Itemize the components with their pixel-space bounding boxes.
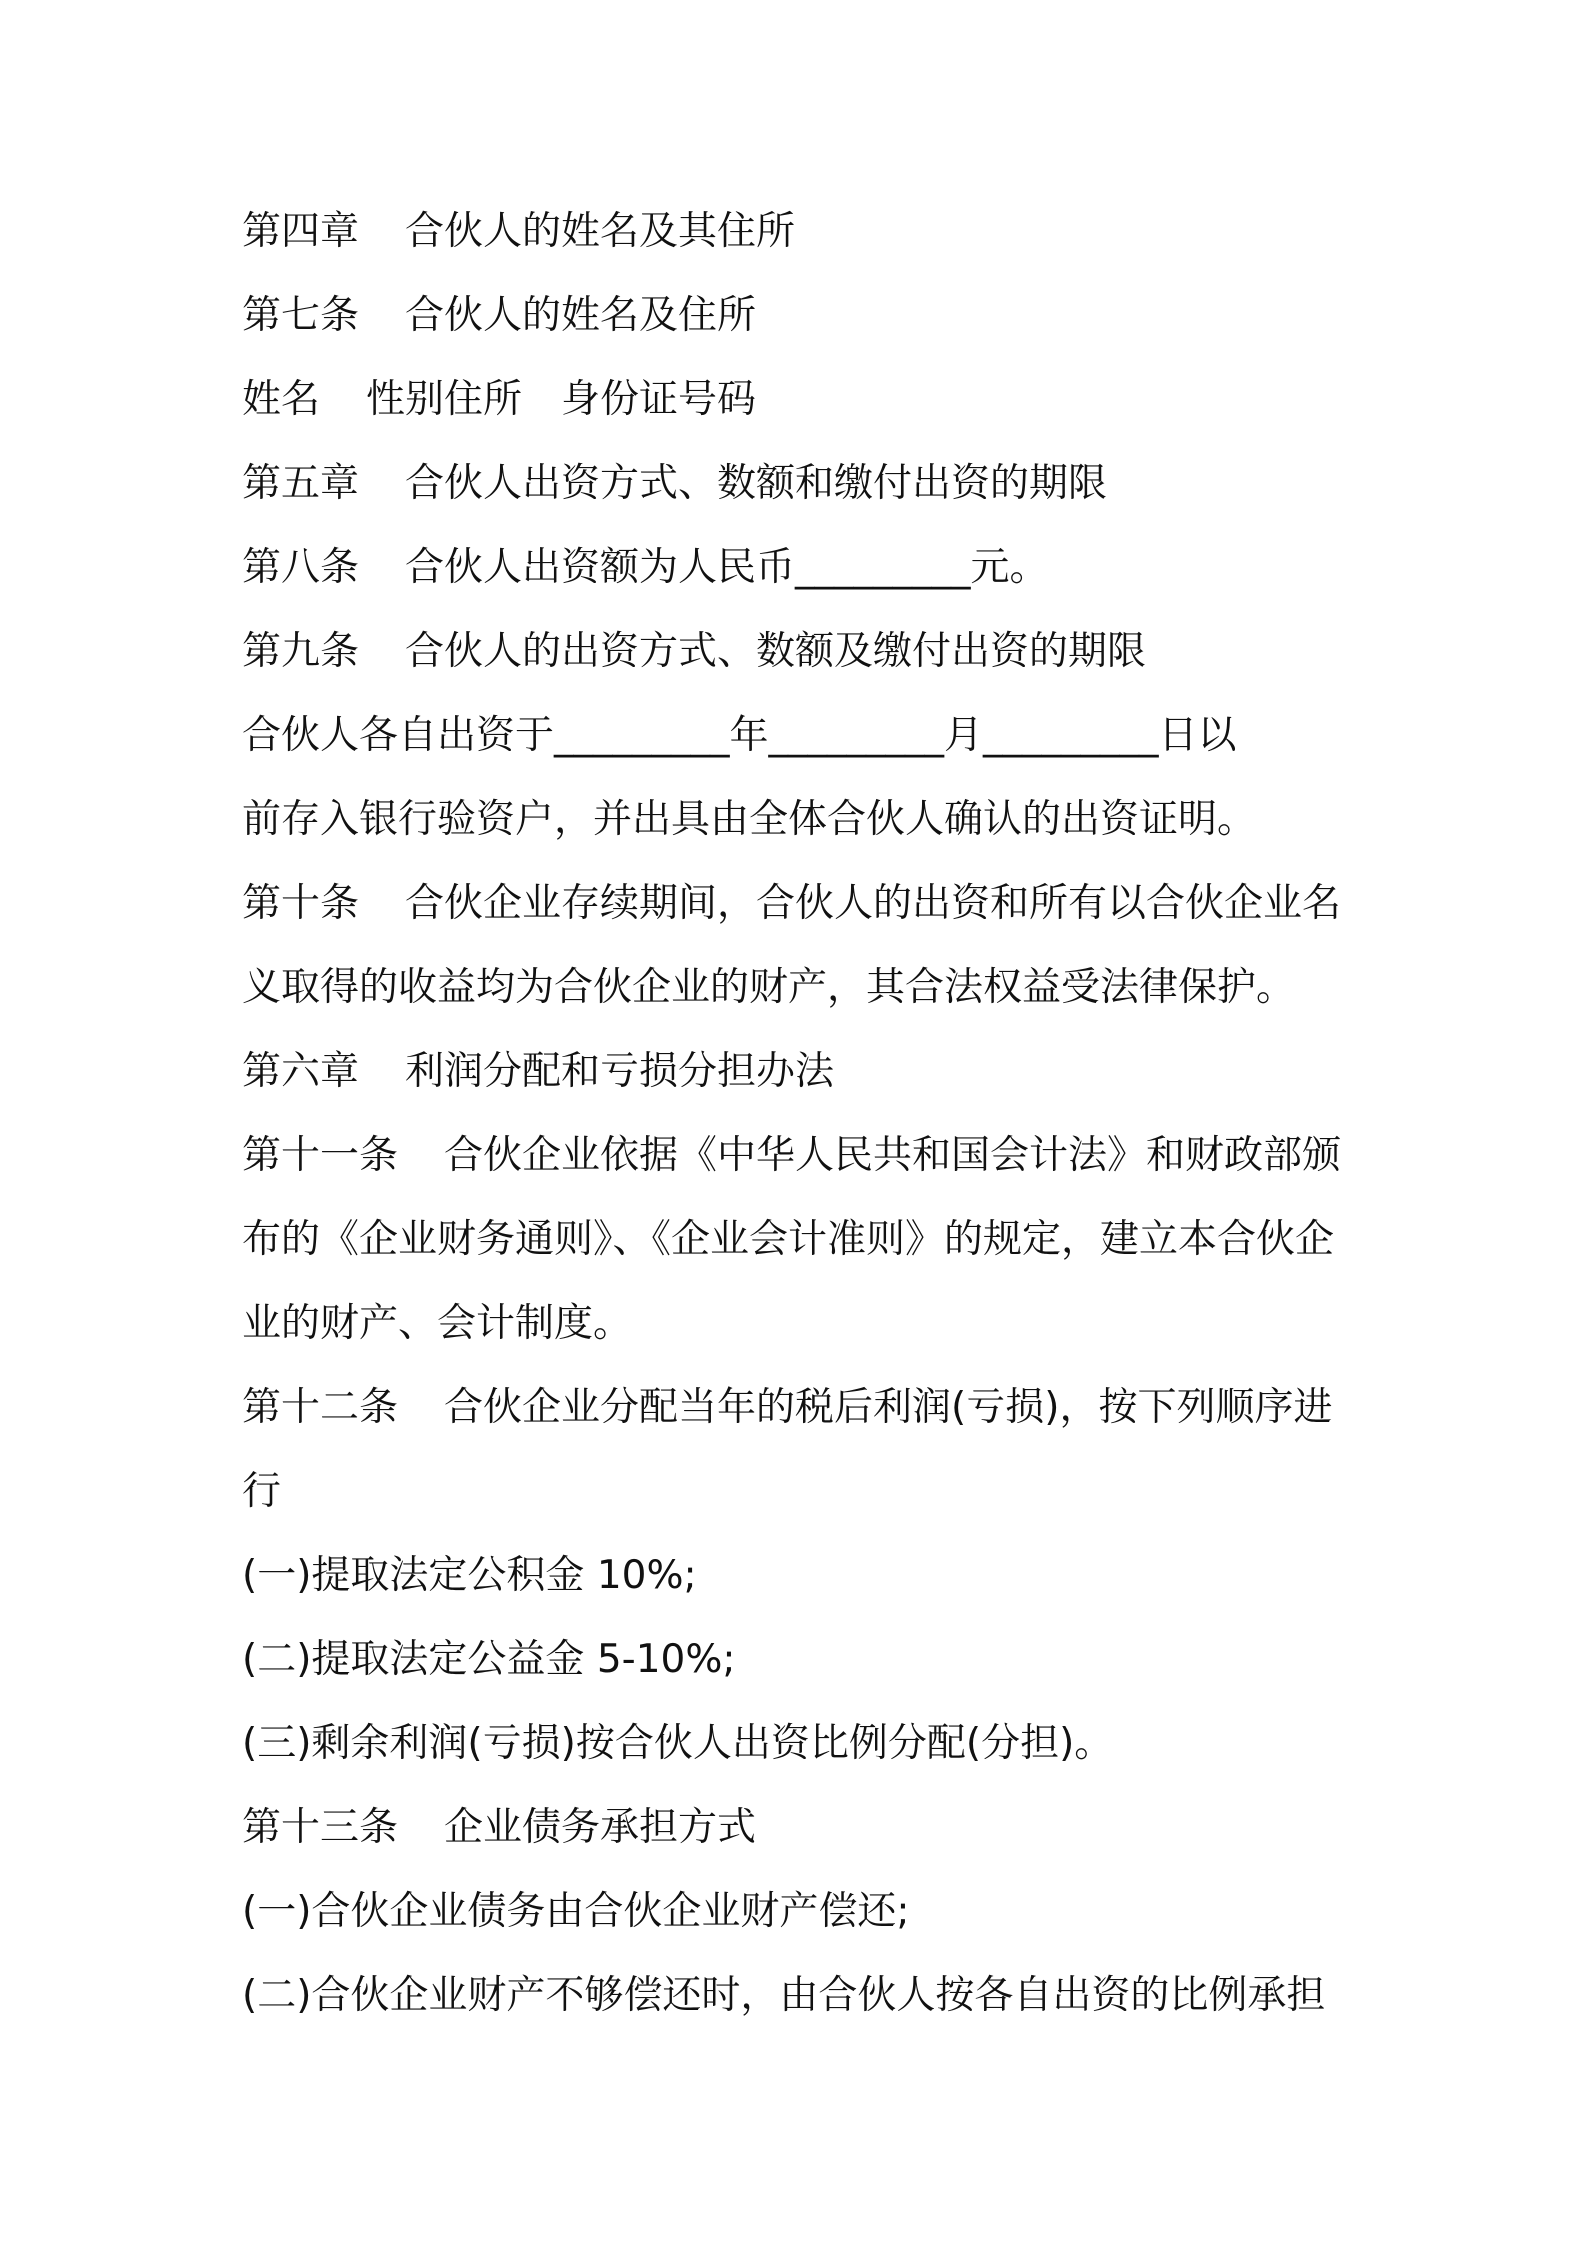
article-8	[242, 526, 1362, 610]
article-13-item-2	[242, 1954, 1362, 2038]
line-head: 第五章	[242, 461, 360, 506]
article-12-item-1	[242, 1534, 1362, 1618]
line-text: 行	[242, 1469, 282, 1514]
line-text: (一)合伙企业债务由合伙企业财产偿还;	[242, 1889, 910, 1934]
line-head: 第七条	[242, 293, 360, 338]
line-text: 合伙企业依据《中华人民共和国会计法》和财政部颁	[444, 1133, 1342, 1178]
line-head: 姓名	[242, 377, 321, 422]
line-head: 第十二条	[242, 1385, 399, 1430]
article-12-continuation	[242, 1450, 1362, 1534]
line-head: 第六章	[242, 1049, 360, 1094]
line-head: 第四章	[242, 209, 360, 254]
line-text: (三)剩余利润(亏损)按合伙人出资比例分配(分担)。	[242, 1721, 1114, 1766]
article-12	[242, 1366, 1362, 1450]
line-text: 合伙企业分配当年的税后利润(亏损)，按下列顺序进	[444, 1385, 1333, 1430]
line-text: 利润分配和亏损分担办法	[405, 1049, 835, 1094]
line-text: 合伙人的姓名及住所	[405, 293, 757, 338]
line-text: 合伙人出资额为人民币_________元。	[405, 545, 1049, 590]
article-12-item-3	[242, 1702, 1362, 1786]
line-text: 企业债务承担方式	[444, 1805, 757, 1850]
line-text: 布的《企业财务通则》、《企业会计准则》的规定，建立本合伙企	[242, 1217, 1335, 1262]
line-text: 合伙人的姓名及其住所	[405, 209, 796, 254]
article-12-item-2	[242, 1618, 1362, 1702]
line-head: 第十一条	[242, 1133, 399, 1178]
article-10-continuation	[242, 946, 1362, 1030]
line-head: 第八条	[242, 545, 360, 590]
line-text: 前存入银行验资户，并出具由全体合伙人确认的出资证明。	[242, 797, 1257, 842]
document-body	[242, 190, 1362, 2038]
chapter-5-heading	[242, 442, 1362, 526]
partner-info-columns	[242, 358, 1362, 442]
line-text: (一)提取法定公积金 10%;	[242, 1553, 697, 1598]
line-head: 第十三条	[242, 1805, 399, 1850]
line-head: 第九条	[242, 629, 360, 674]
line-text: (二)合伙企业财产不够偿还时，由合伙人按各自出资的比例承担	[242, 1973, 1326, 2018]
line-head: 第十条	[242, 881, 360, 926]
chapter-4-heading	[242, 190, 1362, 274]
article-13-item-1	[242, 1870, 1362, 1954]
article-10	[242, 862, 1362, 946]
article-11-continuation-1	[242, 1198, 1362, 1282]
line-text: 性别住所 身份证号码	[366, 377, 757, 422]
article-9	[242, 610, 1362, 694]
line-text: 业的财产、会计制度。	[242, 1301, 633, 1346]
line-text: 合伙人的出资方式、数额及缴付出资的期限	[405, 629, 1147, 674]
article-9-body-line-1	[242, 694, 1362, 778]
line-text: (二)提取法定公益金 5-10%;	[242, 1637, 736, 1682]
line-text: 合伙企业存续期间，合伙人的出资和所有以合伙企业名	[405, 881, 1342, 926]
article-13	[242, 1786, 1362, 1870]
article-11-continuation-2	[242, 1282, 1362, 1366]
article-11	[242, 1114, 1362, 1198]
article-9-body-line-2	[242, 778, 1362, 862]
article-7	[242, 274, 1362, 358]
line-text: 合伙人出资方式、数额和缴付出资的期限	[405, 461, 1108, 506]
chapter-6-heading	[242, 1030, 1362, 1114]
line-text: 合伙人各自出资于_________年_________月_________日以	[242, 713, 1237, 758]
line-text: 义取得的收益均为合伙企业的财产，其合法权益受法律保护。	[242, 965, 1296, 1010]
